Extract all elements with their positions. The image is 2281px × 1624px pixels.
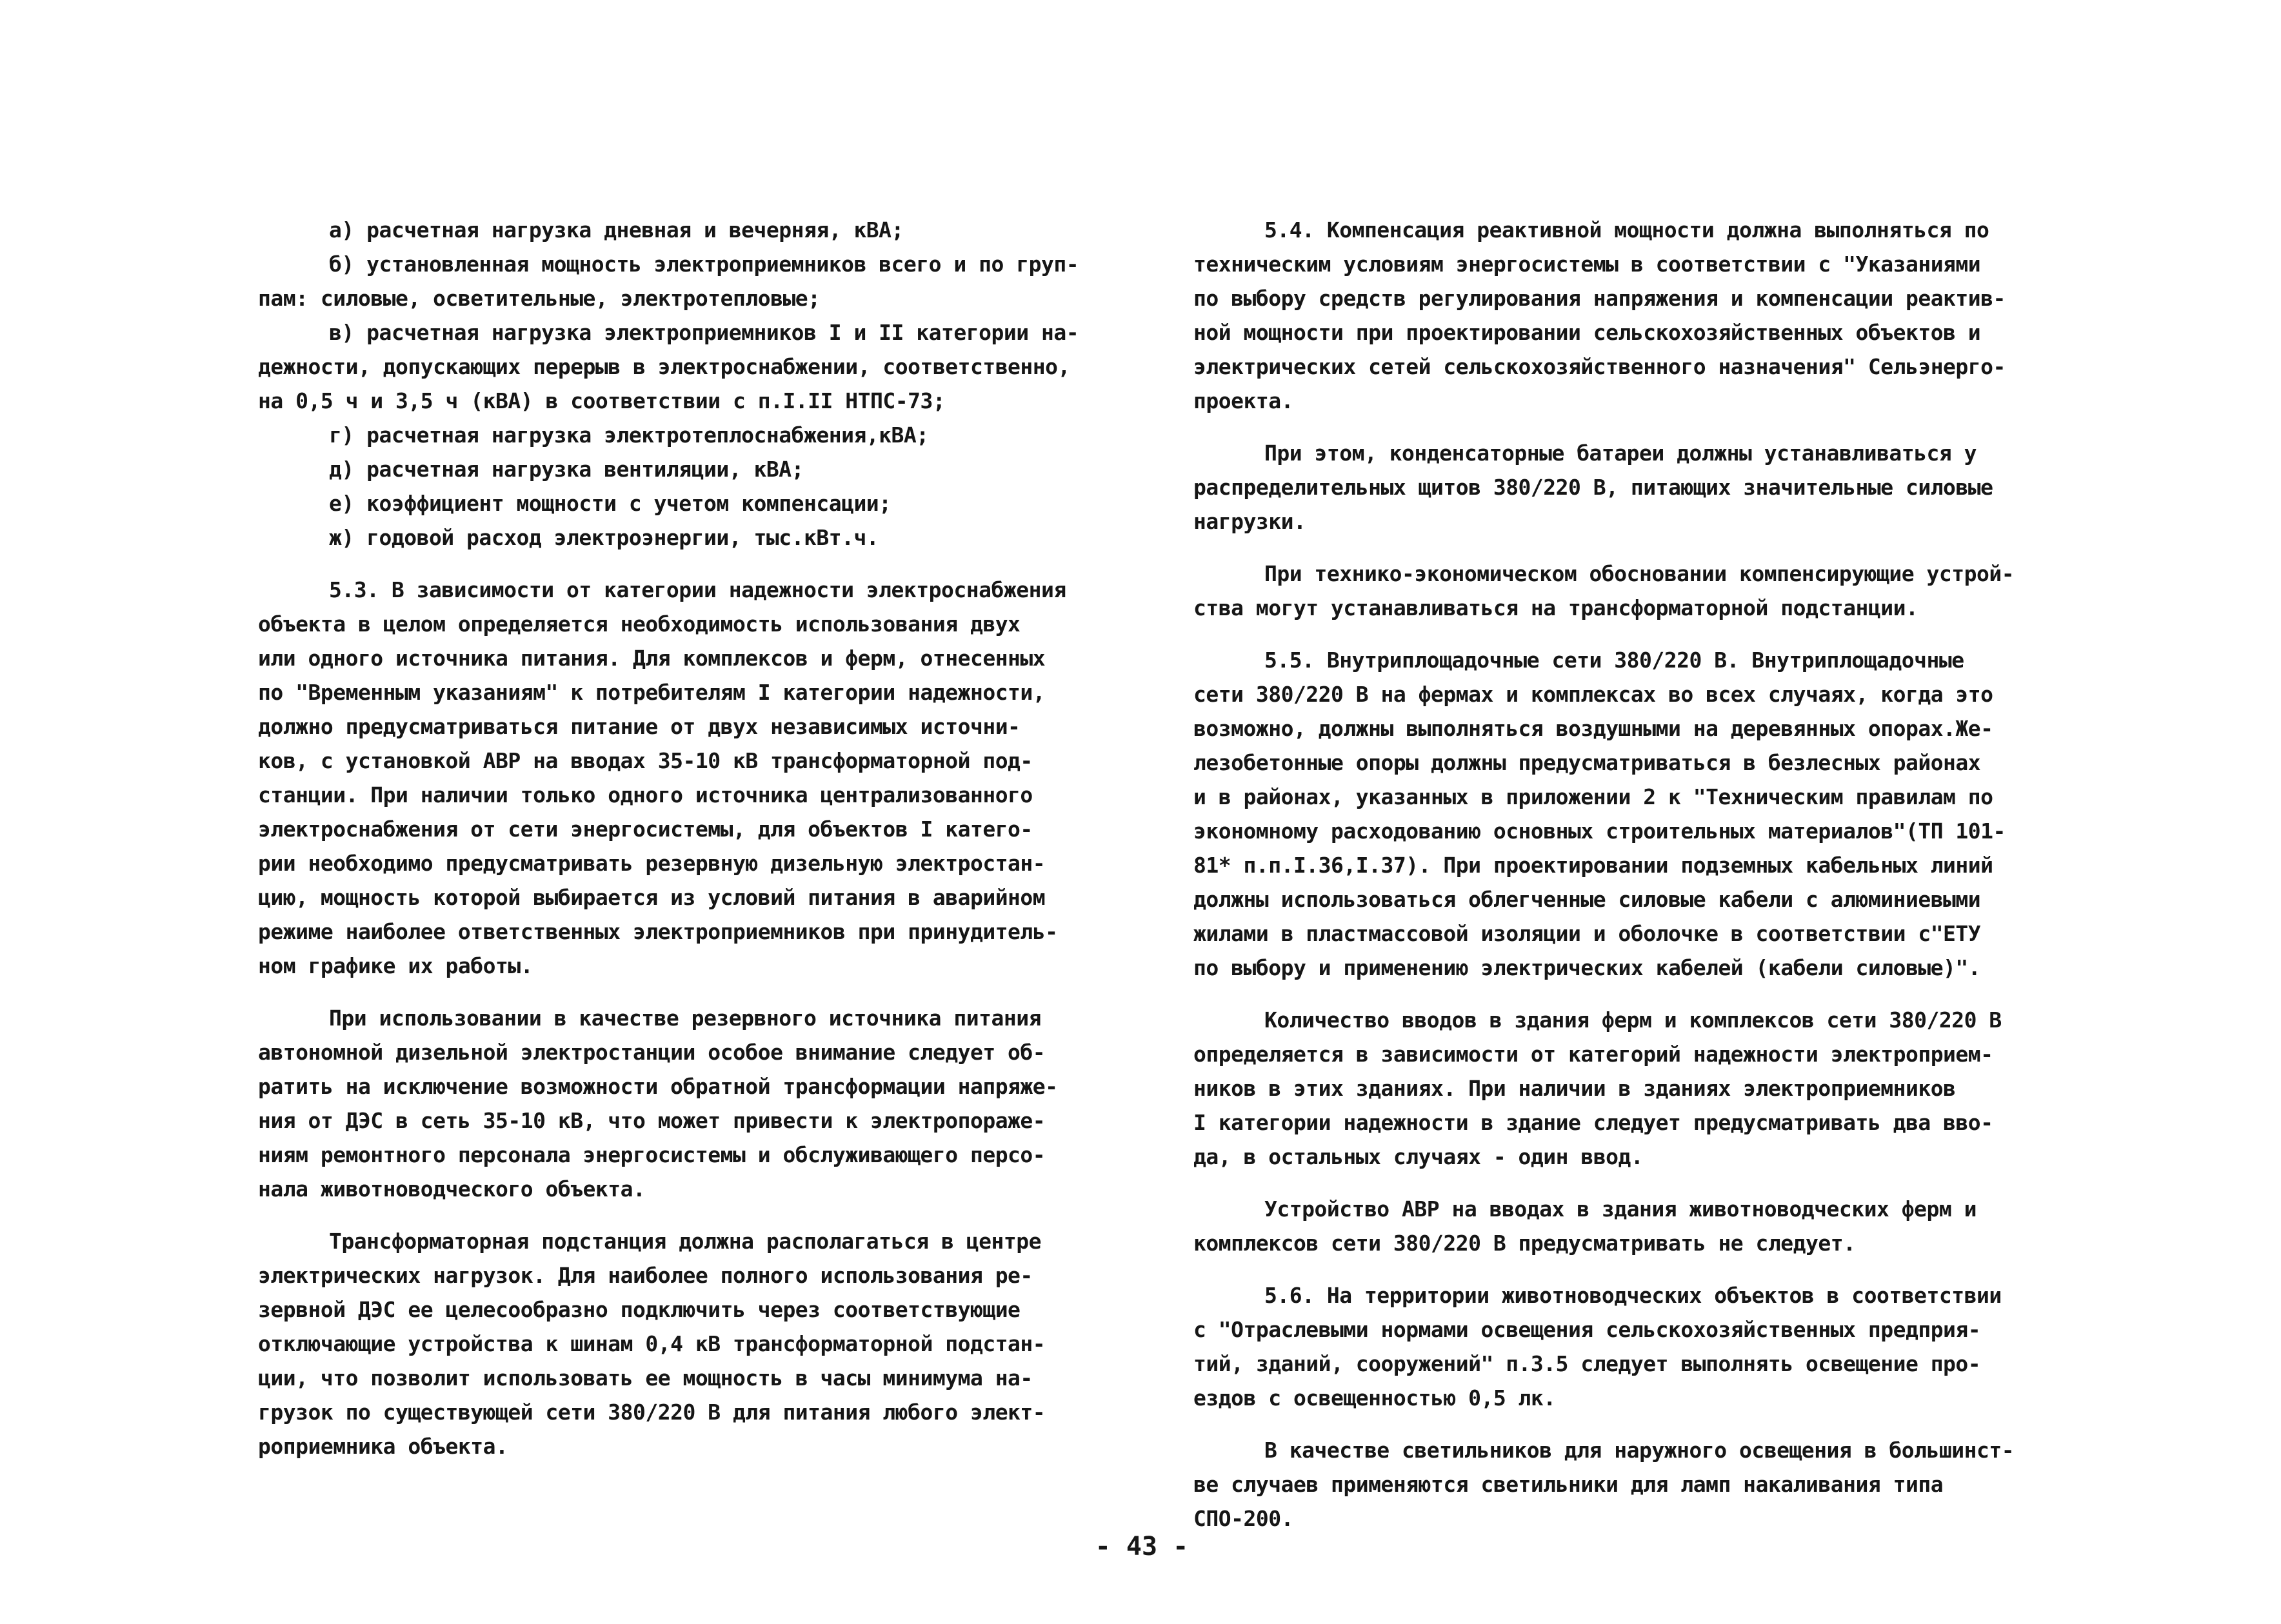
- paragraph: 5.4. Компенсация реактивной мощности должна выполняться по техническим условиям энергосистемы в соответствии с "Указаниями по выбору средств регулирования напряжения и компенсации реактив- ной мощности при проектировании сельскохозяйственных объектов и электрических сетей сельскохозяйственного назначения" Сельэнерго- проекта.: [1193, 217, 2006, 413]
- list-item: ж) годовой расход электроэнергии, тыс.кВт.ч.: [329, 525, 879, 550]
- left-column: [258, 213, 1110, 1481]
- list-item: е) коэффициент мощности с учетом компенсации;: [329, 491, 891, 516]
- paragraph: 5.6. На территории животноводческих объектов в соответствии с "Отраслевыми нормами освещения сельскохозяйственных предприя- тий, зданий, сооружений" п.3.5 следует выполнять освещение про- ездов с освещенностью 0,5 лк.: [1193, 1283, 2002, 1411]
- paragraph: Количество вводов в здания ферм и комплексов сети 380/220 В определяется в зависимости от категорий надежности электроприем- ников в этих зданиях. При наличии в зданиях электроприемников I категории надежности в здание следует предусматривать два вво- да, в остальных случаях - один ввод.: [1193, 1007, 2002, 1169]
- paragraph: При технико-экономическом обосновании компенсирующие устрой- ства могут устанавливаться на трансформаторной подстанции.: [1193, 561, 2015, 620]
- list-item: г) расчетная нагрузка электротеплоснабжения,кВА;: [329, 422, 929, 448]
- paragraph: 5.5. Внутриплощадочные сети 380/220 В. Внутриплощадочные сети 380/220 В на фермах и комплексах во всех случаях, когда это возможно, должны выполняться воздушными на деревянных опорах.Же- лезобетонные опоры должны предусматриваться в безлесных районах и в районах, указанных в приложении 2 к "Техническим правилам по экономному расходованию основных строительных материалов"(ТП 101- 81* п.п.I.36,I.37). При проектировании подземных кабельных линий должны использоваться облегченные силовые кабели с алюминиевыми жилами в пластмассовой изоляции и оболочке в соответствии с"ЕТУ по выбору и применению электрических кабелей (кабели силовые)".: [1193, 648, 2006, 980]
- paragraph: Устройство АВР на вводах в здания животноводческих ферм и комплексов сети 380/220 В предусматривать не следует.: [1193, 1196, 1977, 1256]
- paragraph: При использовании в качестве резервного источника питания автономной дизельной электростанции особое внимание следует об- ратить на исключение возможности обратной трансформации напряже- ния от ДЭС в сеть 35-10 кВ, что может привести к электропораже- ниям ремонтного персонала энергосистемы и обслуживающего персо- нала животноводческого объекта.: [258, 1005, 1058, 1202]
- paragraph: При этом, конденсаторные батареи должны устанавливаться у распределительных щитов 380/220 В, питающих значительные силовые нагрузки.: [1193, 441, 1993, 534]
- right-column: [1193, 213, 2045, 1554]
- list-item: в) расчетная нагрузка электроприемников I и II категории на- дежности, допускающих перерыв в электроснабжении, соответственно, на 0,5 ч и 3,5 ч (кВА) в соответствии с п.I.II НТПС-73;: [258, 320, 1079, 413]
- paragraph: 5.3. В зависимости от категории надежности электроснабжения объекта в целом определяется необходимость использования двух или одного источника питания. Для комплексов и ферм, отнесенных по "Временным указаниям" к потребителям I категории надежности, должно предусматриваться питание от двух независимых источни- ков, с установкой АВР на вводах 35-10 кВ трансформаторной под- станции. При наличии только одного источника централизованного электроснабжения от сети энергосистемы, для объектов I катего- рии необходимо предусматривать резервную дизельную электростан- цию, мощность которой выбирается из условий питания в аварийном режиме наиболее ответственных электроприемников при принудитель- ном графике их работы.: [258, 577, 1066, 978]
- list-item: а) расчетная нагрузка дневная и вечерняя, кВА;: [329, 217, 904, 243]
- paragraph: Трансформаторная подстанция должна располагаться в центре электрических нагрузок. Для наиболее полного использования ре- зервной ДЭС ее целесообразно подключить через соответствующие отключающие устройства к шинам 0,4 кВ трансформаторной подстан- ции, что позволит использовать ее мощность в часы минимума на- грузок по существующей сети 380/220 В для питания любого элект- роприемника объекта.: [258, 1229, 1046, 1459]
- list-item: б) установленная мощность электроприемников всего и по груп- пам: силовые, осветительные, электротепловые;: [258, 252, 1079, 311]
- list-item: д) расчетная нагрузка вентиляции, кВА;: [329, 457, 804, 482]
- page-number: - 43 -: [1095, 1532, 1189, 1561]
- paragraph: В качестве светильников для наружного освещения в большинст- ве случаев применяются светильники для ламп накаливания типа СПО-200.: [1193, 1438, 2015, 1531]
